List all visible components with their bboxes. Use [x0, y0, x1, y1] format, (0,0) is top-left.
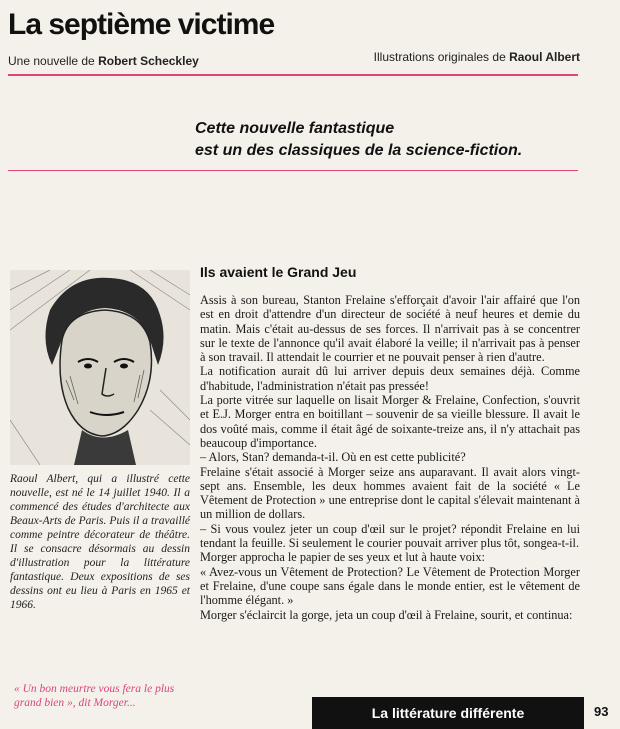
- paragraph: La porte vitrée sur laquelle on lisait Morger & Frelaine, Confection, s'ouvrit et E.J. Morger entra en boitillant – souvenir de sa vieille blessure. Il avait le dos voûté mais, comme il était âgé de soixante-treize ans, il n'y attachait pas beaucoup d'importance.: [200, 393, 580, 450]
- intro-line-1: Cette nouvelle fantastique: [195, 120, 395, 137]
- pull-quote: « Un bon meurtre vous fera le plus grand bien », dit Morger...: [14, 683, 175, 709]
- author-name: Robert Scheckley: [98, 54, 199, 68]
- illustrator-name: Raoul Albert: [509, 50, 580, 64]
- illustrator-byline: [374, 50, 580, 64]
- top-divider: [8, 74, 578, 76]
- article-body: [200, 293, 580, 622]
- intro-line-2: est un des classiques de la science-fiction.: [195, 142, 523, 159]
- article-title: La septième victime: [8, 8, 275, 41]
- section-heading: Ils avaient le Grand Jeu: [200, 264, 357, 280]
- paragraph: Morger s'éclaircit la gorge, jeta un coup d'œil à Frelaine, sourit, et continua:: [200, 607, 573, 622]
- author-byline: [8, 54, 199, 68]
- intro-divider: [8, 170, 578, 171]
- paragraph: – Alors, Stan? demanda-t-il. Où en est cette publicité?: [200, 450, 466, 465]
- illustrator-caption: Raoul Albert, qui a illustré cette nouvelle, est né le 14 juillet 1940. Il a commencé des études d'architecte aux Beaux-Arts de Paris. Puis il a travaillé comme peintre décorateur de théâtre. Il se consacre désormais au dessin d'illustration pour la littérature fantastique. Deux expositions de ses dessins ont eu lieu à Paris en 1965 et 1966.: [10, 473, 190, 611]
- portrait-illustration: [10, 270, 190, 465]
- paragraph: Assis à son bureau, Stanton Frelaine s'efforçait d'avoir l'air affairé que l'on est en droit d'attendre d'un directeur de société à neuf heures et demie du matin. Mais c'était au-dessus de ses forces. Il n'arrivait pas à se concentrer sur le texte de l'annonce qu'il avait élaboré la veille; il n'arrivait pas à penser à son travail. Il attendait le courrier et ne pouvait penser à rien d'autre.: [200, 293, 580, 365]
- paragraph: « Avez-vous un Vêtement de Protection? Le Vêtement de Protection Morger et Frelaine, d'une coupe sans égale dans le monde entier, est le vêtement de l'homme élégant. »: [200, 564, 580, 608]
- section-footer-label: La littérature différente: [371, 705, 525, 721]
- paragraph: Morger approcha le papier de ses yeux et lut à haute voix:: [200, 550, 485, 565]
- intro-blurb: [195, 118, 575, 162]
- paragraph: Frelaine s'était associé à Morger seize ans auparavant. Il avait alors vingt-sept ans. Ensemble, les deux hommes avaient fait de la société « Le Vêtement de Protection » une entreprise dont le capital s'élevait maintenant à un million de dollars.: [200, 464, 580, 522]
- paragraph: – Si vous voulez jeter un coup d'œil sur le projet? répondit Frelaine en lui tendant la feuille. Si seulement le courier pouvait arriver plus tôt, songea-t-il.: [200, 521, 580, 551]
- illustrator-prefix: Illustrations originales de: [373, 50, 506, 64]
- section-footer-bar: [312, 697, 584, 729]
- paragraph: La notification aurait dû lui arriver depuis deux semaines déjà. Comme d'habitude, l'administration n'était pas pressée!: [200, 364, 580, 393]
- byline-prefix: Une nouvelle de: [8, 54, 95, 68]
- page-number: 93: [594, 704, 609, 719]
